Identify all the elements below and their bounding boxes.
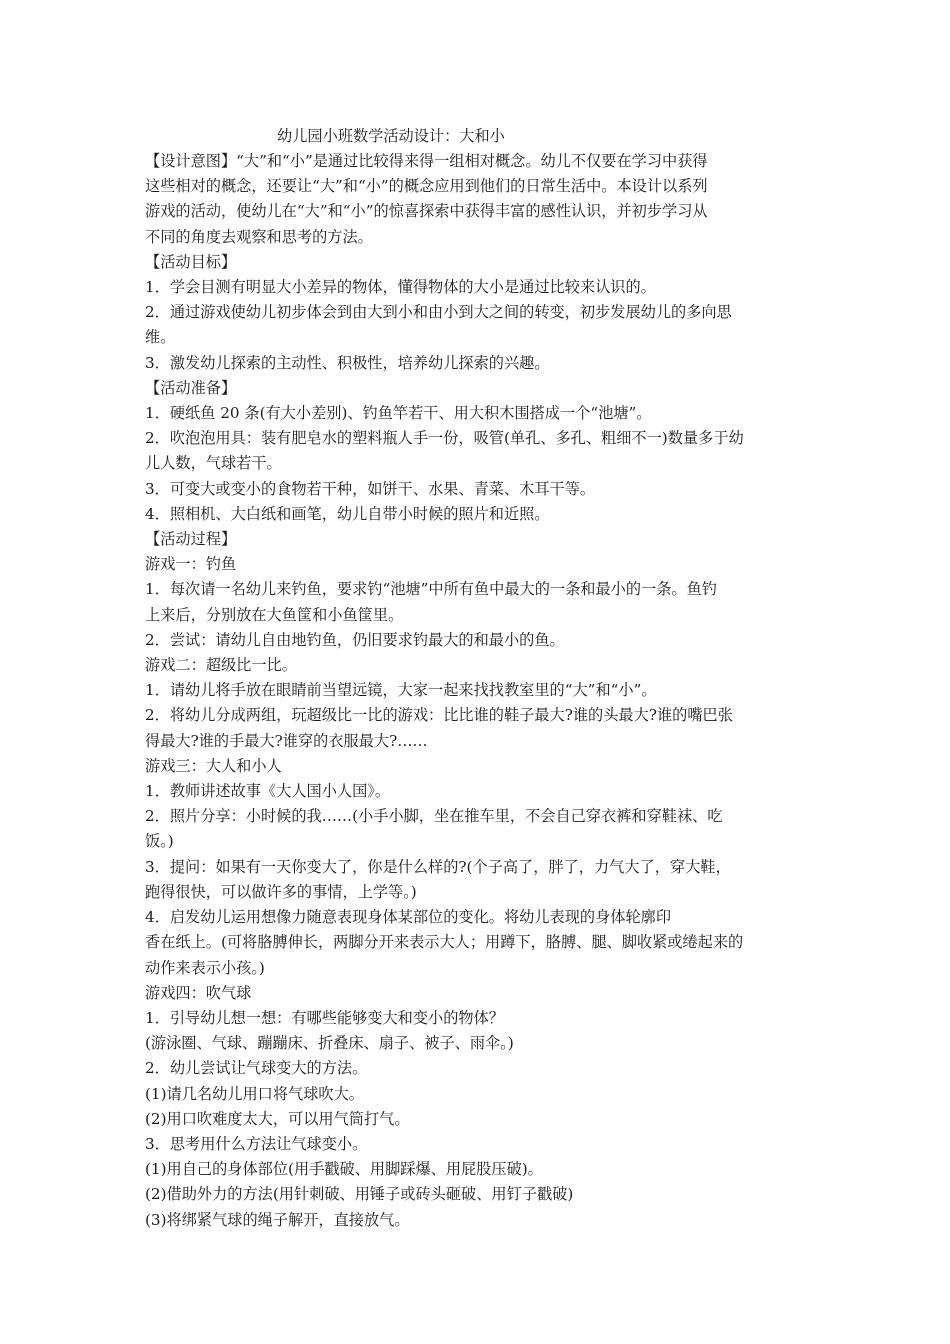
text-line: 4．启发幼儿运用想像力随意表现身体某部位的变化。将幼儿表现的身体轮廓印	[145, 908, 672, 927]
text-line: 不同的角度去观察和思考的方法。	[145, 227, 373, 246]
text-line: 跑得很快，可以做许多的事情，上学等。)	[145, 882, 417, 901]
text-line: 这些相对的概念，还要让“大”和“小”的概念应用到他们的日常生活中。本设计以系列	[145, 177, 708, 196]
text-line: 上来后，分别放在大鱼筐和小鱼筐里。	[145, 605, 404, 624]
text-line: (2)用口吹难度太大，可以用气筒打气。	[145, 1109, 410, 1128]
text-line: 3．提问：如果有一天你变大了，你是什么样的?(个子高了，胖了，力气大了，穿大鞋，	[145, 857, 731, 876]
text-line: 【活动过程】	[145, 530, 237, 549]
text-line: 2．通过游戏使幼儿初步体会到由大到小和由小到大之间的转变，初步发展幼儿的多向思	[145, 303, 732, 322]
text-line: 游戏二：超级比一比。	[145, 656, 297, 675]
text-line: (1)请几名幼儿用口将气球吹大。	[145, 1084, 364, 1103]
document-page	[145, 124, 813, 1233]
text-line: 维。	[145, 328, 176, 347]
text-line: (1)用自己的身体部位(用手戳破、用脚踩爆、用屁股压破)。	[145, 1160, 543, 1179]
text-line: 1．学会目测有明显大小差异的物体，懂得物体的大小是通过比较来认识的。	[145, 278, 656, 297]
text-line: 4．照相机、大白纸和画笔，幼儿自带小时候的照片和近照。	[145, 504, 550, 523]
text-line: 1．引导幼儿想一想：有哪些能够变大和变小的物体？	[145, 1008, 504, 1027]
text-line: 【设计意图】“大”和“小”是通过比较得来得一组相对概念。幼儿不仅要在学习中获得	[145, 152, 708, 170]
text-line: 3．可变大或变小的食物若干种，如饼干、水果、青菜、木耳干等。	[145, 479, 596, 498]
text-line: 3．思考用什么方法让气球变小。	[145, 1134, 368, 1153]
text-line: 1．硬纸鱼 20 条(有大小差别)、钓鱼竿若干、用大积木围搭成一个“池塘”。	[145, 404, 652, 423]
text-line: (3)将绑紧气球的绳子解开，直接放气。	[145, 1210, 410, 1229]
text-line: 儿人数，气球若干。	[145, 454, 282, 473]
text-line: 1．请幼儿将手放在眼睛前当望远镜，大家一起来找找教室里的“大”和“小”。	[145, 681, 657, 700]
text-line: 1．每次请一名幼儿来钓鱼，要求钓“池塘”中所有鱼中最大的一条和最小的一条。鱼钓	[145, 580, 717, 599]
text-line: 2．照片分享：小时候的我……(小手小脚，坐在推车里，不会自己穿衣裤和穿鞋袜、吃	[145, 807, 723, 826]
text-line: 2．将幼儿分成两组，玩超级比一比的游戏：比比谁的鞋子最大?谁的头最大?谁的嘴巴张	[145, 706, 733, 725]
text-line: 动作来表示小孩。)	[145, 958, 265, 977]
text-line: 1．教师讲述故事《大人国小人国》。	[145, 782, 391, 801]
text-line: 2．尝试：请幼儿自由地钓鱼，仍旧要求钓最大的和最小的鱼。	[145, 630, 565, 649]
text-line: 香在纸上。(可将胳膊伸长，两脚分开来表示大人；用蹲下，胳膊、腿、脚收紧或绻起来的	[145, 933, 744, 952]
text-line: 游戏一：钓鱼	[145, 555, 237, 574]
text-line: 2．吹泡泡用具：装有肥皂水的塑料瓶人手一份，吸管(单孔、多孔、粗细不一)数量多于幼	[145, 429, 744, 448]
text-line: 游戏的活动，使幼儿在“大”和“小”的惊喜探索中获得丰富的感性认识，并初步学习从	[145, 202, 708, 221]
text-line: (游泳圈、气球、蹦蹦床、折叠床、扇子、被子、雨伞。)	[145, 1034, 514, 1053]
text-line: 游戏四：吹气球	[145, 983, 252, 1002]
document-body	[145, 149, 813, 1233]
document-title: 幼儿园小班数学活动设计：大和小	[277, 127, 505, 145]
text-line: 【活动准备】	[145, 378, 237, 397]
text-line: 2．幼儿尝试让气球变大的方法。	[145, 1059, 368, 1078]
text-line: (2)借助外力的方法(用针刺破、用锤子或砖头砸破、用钉子戳破)	[145, 1185, 574, 1204]
text-line: 得最大?谁的手最大?谁穿的衣服最大?……	[145, 731, 428, 750]
text-line: 【活动目标】	[145, 252, 237, 271]
text-line: 3．激发幼儿探索的主动性、积极性，培养幼儿探索的兴趣。	[145, 353, 550, 372]
text-line: 饭。)	[145, 832, 174, 851]
text-line: 游戏三：大人和小人	[145, 756, 282, 775]
